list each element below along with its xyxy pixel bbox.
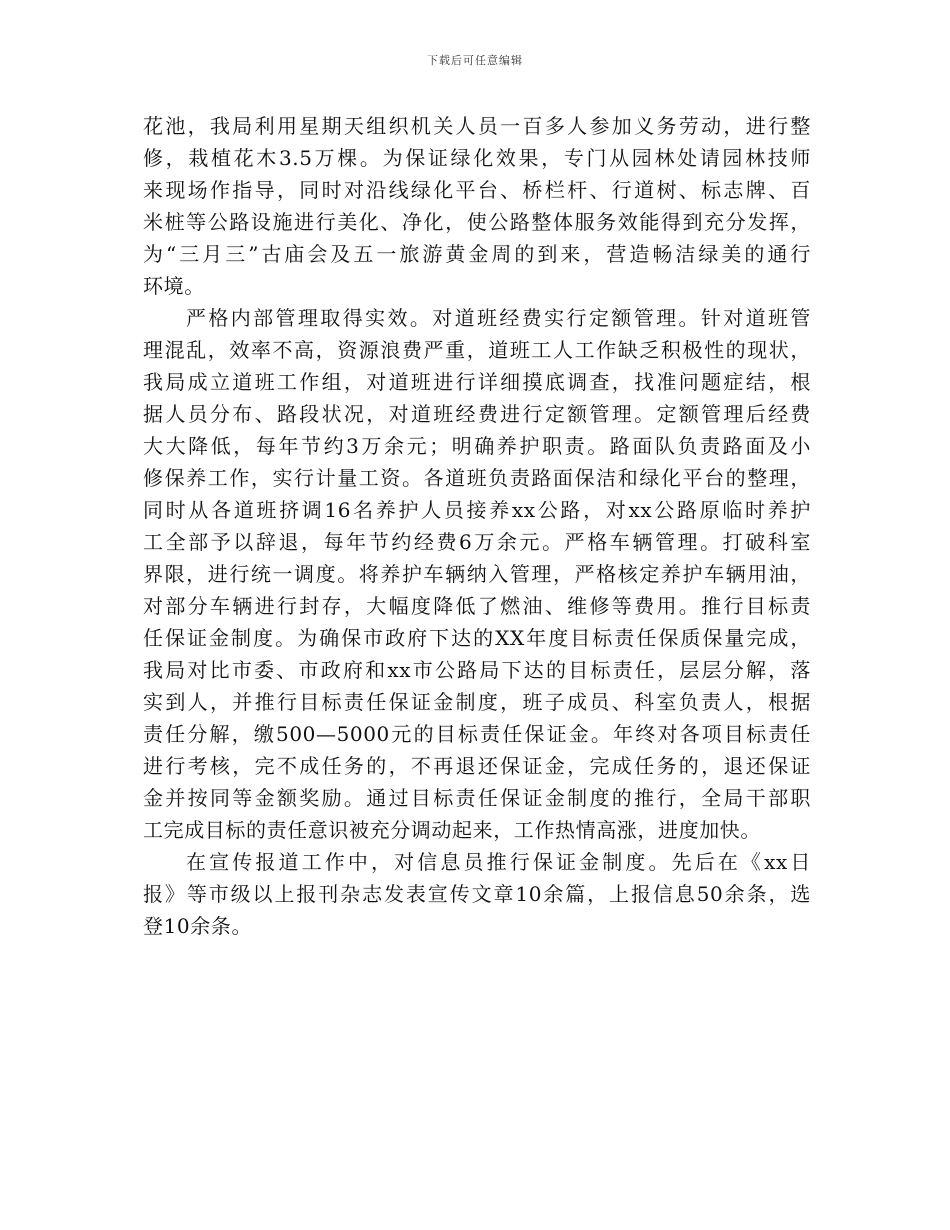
text-line: 同时从各道班挤调16名养护人员接养xx公路，对xx公路原临时养护 [143,498,811,522]
text-line: 大大降低，每年节约3万余元；明确养护职责。路面队负责路面及小 [143,434,811,458]
text-line: 登10余条。 [143,914,253,938]
text-line: 环境。 [143,274,205,298]
paragraph [143,846,811,942]
document-body [143,110,811,942]
text-line: 来现场作指导，同时对沿线绿化平台、桥栏杆、行道树、标志牌、百 [143,178,811,202]
text-line: 任保证金制度。为确保市政府下达的XX年度目标责任保质保量完成， [143,626,811,650]
text-line: 工完成目标的责任意识被充分调动起来，工作热情高涨，进度加快。 [143,818,761,842]
text-line: 责任分解，缴500—5000元的目标责任保证金。年终对各项目标责任 [143,722,811,746]
text-line: 进行考核，完不成任务的，不再退还保证金，完成任务的，退还保证 [143,754,811,778]
text-line: 据人员分布、路段状况，对道班经费进行定额管理。定额管理后经费 [143,402,811,426]
text-line: 修，栽植花木3.5万棵。为保证绿化效果，专门从园林处请园林技师 [143,146,811,170]
text-line: 实到人，并推行目标责任保证金制度，班子成员、科室负责人，根据 [143,690,811,714]
text-line: 我局成立道班工作组，对道班进行详细摸底调查，找准问题症结，根 [143,370,811,394]
text-line: 金并按同等金额奖励。通过目标责任保证金制度的推行，全局干部职 [143,786,811,810]
text-line: 严格内部管理取得实效。对道班经费实行定额管理。针对道班管 [186,306,811,330]
text-line: 米桩等公路设施进行美化、净化，使公路整体服务效能得到充分发挥， [143,210,811,234]
text-line: 在宣传报道工作中，对信息员推行保证金制度。先后在《xx日 [186,850,811,874]
text-line: 我局对比市委、市政府和xx市公路局下达的目标责任，层层分解，落 [143,658,811,682]
text-line: 对部分车辆进行封存，大幅度降低了燃油、维修等费用。推行目标责 [143,594,811,618]
text-line: 为“三月三”古庙会及五一旅游黄金周的到来，营造畅洁绿美的通行 [143,242,811,266]
text-line: 花池，我局利用星期天组织机关人员一百多人参加义务劳动，进行整 [143,114,811,138]
page-header-note: 下载后可任意编辑 [427,54,523,67]
text-line: 工全部予以辞退，每年节约经费6万余元。严格车辆管理。打破科室 [143,530,811,554]
paragraph [143,302,811,846]
text-line: 报》等市级以上报刊杂志发表宣传文章10余篇，上报信息50余条，选 [143,882,811,906]
paragraph [143,110,811,302]
text-line: 界限，进行统一调度。将养护车辆纳入管理，严格核定养护车辆用油， [143,562,811,586]
text-line: 修保养工作，实行计量工资。各道班负责路面保洁和绿化平台的整理， [143,466,811,490]
text-line: 理混乱，效率不高，资源浪费严重，道班工人工作缺乏积极性的现状， [143,338,811,362]
